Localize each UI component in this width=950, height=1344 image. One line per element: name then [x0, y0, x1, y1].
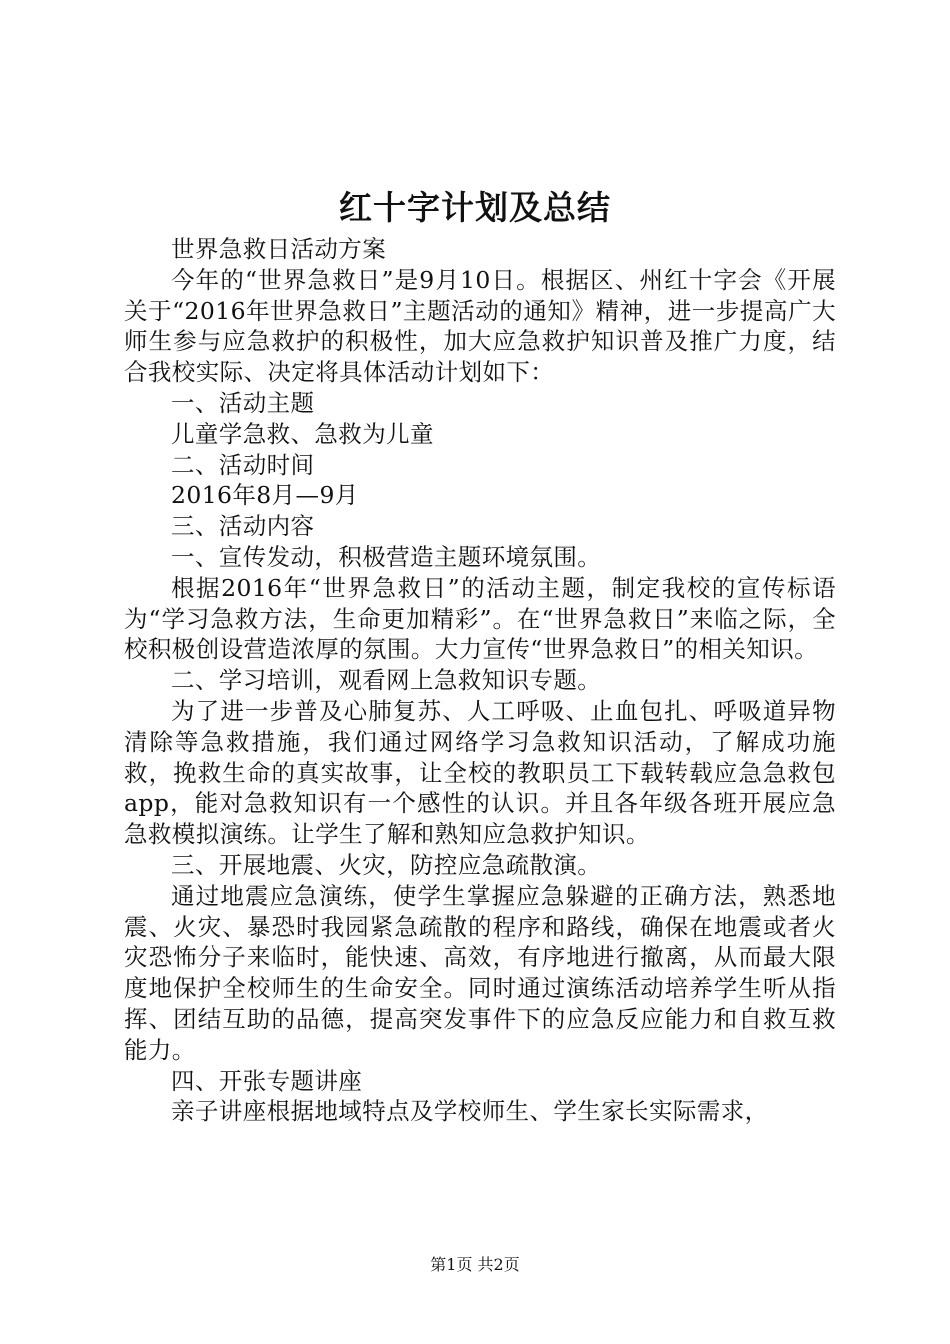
- paragraph-intro: 今年的“世界急救日”是9月10日。根据区、州红十字会《开展关于“2016年世界急救日”主题活动的通知》精神，进一步提高广大师生参与应急救护的积极性，加大应急救护知识普及推广力度，结合我校实际、决定将具体活动计划如下：: [124, 265, 836, 387]
- section-heading-content: 三、活动内容: [171, 512, 315, 541]
- document-body: [124, 234, 836, 1127]
- section-heading-time: 二、活动时间: [171, 450, 315, 479]
- subsection-heading-4: 四、开张专题讲座: [171, 1066, 363, 1095]
- subsection-heading-1: 一、宣传发动，积极营造主题环境氛围。: [171, 542, 602, 571]
- section-heading-theme: 一、活动主题: [171, 388, 315, 417]
- paragraph-time: 2016年8月—9月: [171, 481, 359, 510]
- paragraph-theme: 儿童学急救、急救为儿童: [171, 419, 434, 448]
- subsection-heading-3: 三、开展地震、火灾，防控应急疏散演。: [171, 850, 602, 879]
- document-title: 红十字计划及总结: [339, 188, 611, 227]
- paragraph-heading: 世界急救日活动方案: [171, 235, 387, 263]
- paragraph-content-3: 通过地震应急演练，使学生掌握应急躲避的正确方法，熟悉地震、火灾、暴恐时我园紧急疏散的程序和路线，确保在地震或者火灾恐怖分子来临时，能快速、高效，有序地进行撤离，从而最大限度地保护全校师生的生命安全。同时通过演练活动培养学生听从指挥、团结互助的品德，提高突发事件下的应急反应能力和自救互救能力。: [124, 881, 836, 1064]
- page-number-footer: 第1页 共2页: [430, 1255, 520, 1274]
- paragraph-content-4: 亲子讲座根据地域特点及学校师生、学生家长实际需求，: [171, 1097, 769, 1126]
- subsection-heading-2: 二、学习培训，观看网上急救知识专题。: [171, 666, 602, 695]
- paragraph-content-2: 为了进一步普及心肺复苏、人工呼吸、止血包扎、呼吸道异物清除等急救措施，我们通过网络学习急救知识活动，了解成功施救，挽救生命的真实故事，让全校的教职员工下载转载应急急救包app，能对急救知识有一个感性的认识。并且各年级各班开展应急急救模拟演练。让学生了解和熟知应急救护知识。: [124, 696, 836, 849]
- paragraph-content-1: 根据2016年“世界急救日”的活动主题，制定我校的宣传标语为“学习急救方法，生命更加精彩”。在“世界急救日”来临之际，全校积极创设营造浓厚的氛围。大力宣传“世界急救日”的相关知识。: [124, 573, 836, 664]
